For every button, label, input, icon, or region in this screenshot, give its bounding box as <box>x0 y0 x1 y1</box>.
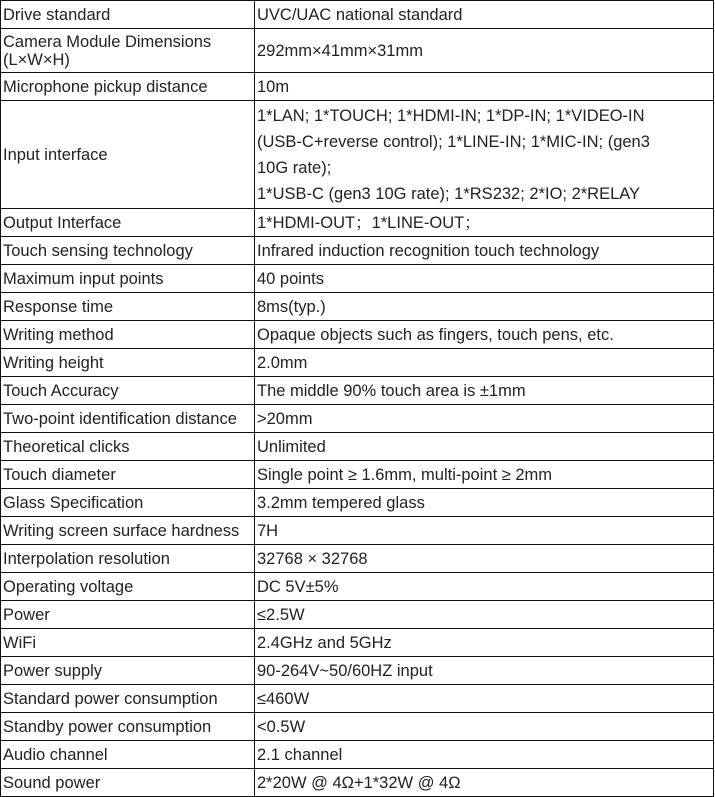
spec-label: Operating voltage <box>1 573 255 601</box>
spec-label: Glass Specification <box>1 489 255 517</box>
spec-value: 292mm×41mm×31mm <box>255 29 714 73</box>
spec-value: Infrared induction recognition touch technology <box>255 237 714 265</box>
spec-label: Interpolation resolution <box>1 545 255 573</box>
spec-label: Maximum input points <box>1 265 255 293</box>
spec-label: Power <box>1 601 255 629</box>
spec-value: 32768 × 32768 <box>255 545 714 573</box>
table-row <box>1 1 714 29</box>
spec-value: 2.1 channel <box>255 741 714 769</box>
spec-value: The middle 90% touch area is ±1mm <box>255 377 714 405</box>
spec-value: DC 5V±5% <box>255 573 714 601</box>
table-row <box>1 573 714 601</box>
spec-value: 90-264V~50/60HZ input <box>255 657 714 685</box>
table-row <box>1 433 714 461</box>
spec-label: Standby power consumption <box>1 713 255 741</box>
table-row <box>1 29 714 73</box>
table-row <box>1 629 714 657</box>
spec-value-line: (USB-C+reverse control); 1*LINE-IN; 1*MIC-IN; (gen3 <box>257 133 650 151</box>
spec-value: Opaque objects such as fingers, touch pens, etc. <box>255 321 714 349</box>
spec-value: 40 points <box>255 265 714 293</box>
spec-value: 2.0mm <box>255 349 714 377</box>
table-row <box>1 405 714 433</box>
spec-label: WiFi <box>1 629 255 657</box>
spec-label: Microphone pickup distance <box>1 73 255 101</box>
spec-value: <0.5W <box>255 713 714 741</box>
spec-label: Writing method <box>1 321 255 349</box>
spec-label: Input interface <box>1 101 255 209</box>
table-row <box>1 265 714 293</box>
table-row <box>1 713 714 741</box>
spec-label: Theoretical clicks <box>1 433 255 461</box>
table-row <box>1 517 714 545</box>
spec-label: Writing height <box>1 349 255 377</box>
spec-value: 2*20W @ 4Ω+1*32W @ 4Ω <box>255 769 714 797</box>
spec-value: 2.4GHz and 5GHz <box>255 629 714 657</box>
spec-label: Touch Accuracy <box>1 377 255 405</box>
spec-label: Response time <box>1 293 255 321</box>
table-row <box>1 545 714 573</box>
spec-label: Camera Module Dimensions (L×W×H) <box>1 29 255 73</box>
spec-table-body <box>1 1 714 797</box>
spec-label: Drive standard <box>1 1 255 29</box>
spec-label: Standard power consumption <box>1 685 255 713</box>
spec-label: Writing screen surface hardness <box>1 517 255 545</box>
spec-value: 3.2mm tempered glass <box>255 489 714 517</box>
table-row <box>1 489 714 517</box>
spec-value: UVC/UAC national standard <box>255 1 714 29</box>
spec-value: >20mm <box>255 405 714 433</box>
spec-value: ≤2.5W <box>255 601 714 629</box>
table-row <box>1 741 714 769</box>
spec-value: 1*HDMI-OUT；1*LINE-OUT； <box>255 209 714 237</box>
table-row <box>1 293 714 321</box>
spec-value-line: 1*LAN; 1*TOUCH; 1*HDMI-IN; 1*DP-IN; 1*VIDEO-IN <box>257 107 645 125</box>
table-row <box>1 73 714 101</box>
table-row <box>1 601 714 629</box>
spec-value: Single point ≥ 1.6mm, multi-point ≥ 2mm <box>255 461 714 489</box>
spec-label: Output Interface <box>1 209 255 237</box>
table-row <box>1 237 714 265</box>
spec-label: Sound power <box>1 769 255 797</box>
table-row <box>1 377 714 405</box>
table-row <box>1 657 714 685</box>
spec-value-line: 10G rate); <box>257 159 332 177</box>
spec-label: Touch sensing technology <box>1 237 255 265</box>
spec-value: Unlimited <box>255 433 714 461</box>
table-row <box>1 685 714 713</box>
spec-value: 10m <box>255 73 714 101</box>
spec-value: ≤460W <box>255 685 714 713</box>
table-row <box>1 321 714 349</box>
table-row <box>1 101 714 209</box>
spec-label: Touch diameter <box>1 461 255 489</box>
spec-label: Power supply <box>1 657 255 685</box>
table-row <box>1 461 714 489</box>
spec-label: Two-point identification distance <box>1 405 255 433</box>
spec-value <box>255 101 714 209</box>
table-row <box>1 769 714 797</box>
table-row <box>1 349 714 377</box>
table-row <box>1 209 714 237</box>
spec-value-line: 1*USB-C (gen3 10G rate); 1*RS232; 2*IO; 2*RELAY <box>257 185 641 203</box>
spec-label: Audio channel <box>1 741 255 769</box>
spec-value: 7H <box>255 517 714 545</box>
spec-value: 8ms(typ.) <box>255 293 714 321</box>
